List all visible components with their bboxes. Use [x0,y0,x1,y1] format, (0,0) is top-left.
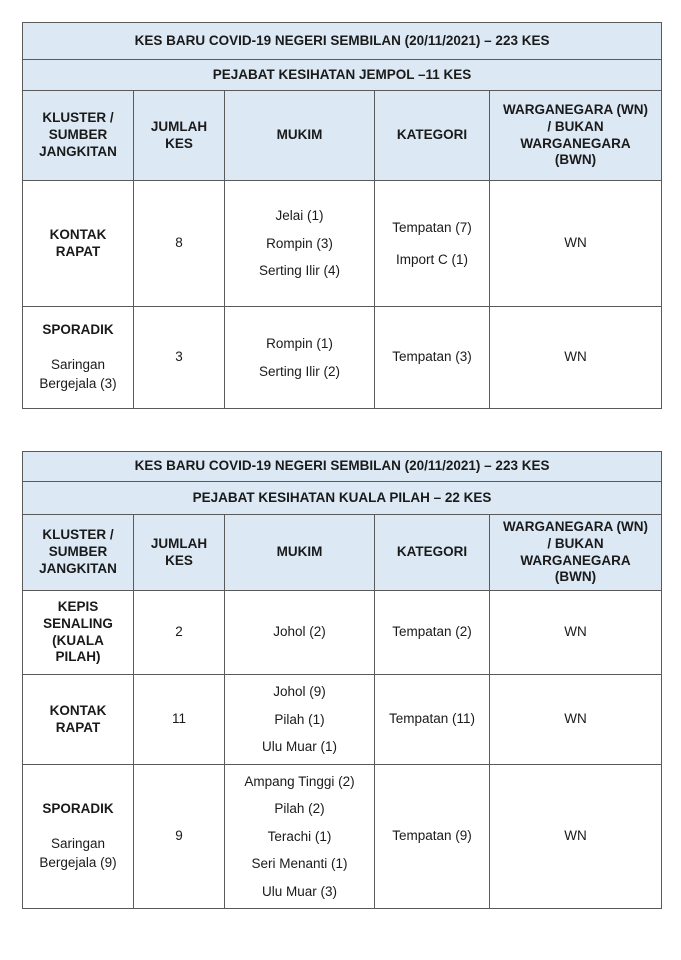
cell-kategori: Tempatan (2) [375,591,490,675]
table-kuala-pilah [22,451,662,909]
header-warganegara: WARGANEGARA (WN) / BUKAN WARGANEGARA (BWN) [490,515,662,591]
table-subtitle: PEJABAT KESIHATAN JEMPOL –11 KES [23,60,662,91]
cell-jumlah: 11 [134,675,225,765]
cell-kluster: KEPIS SENALING (KUALA PILAH) [23,591,134,675]
header-jumlah: JUMLAH KES [134,515,225,591]
table-title: KES BARU COVID-19 NEGERI SEMBILAN (20/11/2021) – 223 KES [23,452,662,482]
cell-kategori: Tempatan (9) [375,765,490,909]
header-kategori: KATEGORI [375,91,490,181]
cell-mukim: Rompin (1) Serting Ilir (2) [225,307,375,409]
header-kategori: KATEGORI [375,515,490,591]
cell-kluster: SPORADIK Saringan Bergejala (3) [23,307,134,409]
cell-kategori: Tempatan (3) [375,307,490,409]
table-row [23,181,662,307]
cell-jumlah: 2 [134,591,225,675]
cell-kategori: Tempatan (7) Import C (1) [375,181,490,307]
table-row [23,307,662,409]
cell-mukim: Johol (2) [225,591,375,675]
table-subtitle: PEJABAT KESIHATAN KUALA PILAH – 22 KES [23,482,662,515]
cell-kluster: SPORADIK Saringan Bergejala (9) [23,765,134,909]
cell-jumlah: 9 [134,765,225,909]
header-mukim: MUKIM [225,91,375,181]
cell-kluster: KONTAK RAPAT [23,181,134,307]
cell-warganegara: WN [490,181,662,307]
table-row [23,765,662,909]
cell-warganegara: WN [490,307,662,409]
cell-kluster: KONTAK RAPAT [23,675,134,765]
table-row [23,591,662,675]
header-warganegara: WARGANEGARA (WN) / BUKAN WARGANEGARA (BWN) [490,91,662,181]
cell-warganegara: WN [490,675,662,765]
header-mukim: MUKIM [225,515,375,591]
cell-jumlah: 8 [134,181,225,307]
cell-jumlah: 3 [134,307,225,409]
cell-mukim: Johol (9) Pilah (1) Ulu Muar (1) [225,675,375,765]
cell-warganegara: WN [490,591,662,675]
cell-kategori: Tempatan (11) [375,675,490,765]
header-jumlah: JUMLAH KES [134,91,225,181]
header-kluster: KLUSTER / SUMBER JANGKITAN [23,515,134,591]
table-title: KES BARU COVID-19 NEGERI SEMBILAN (20/11/2021) – 223 KES [23,23,662,60]
table-row [23,675,662,765]
cell-warganegara: WN [490,765,662,909]
cell-mukim: Jelai (1) Rompin (3) Serting Ilir (4) [225,181,375,307]
cell-mukim: Ampang Tinggi (2) Pilah (2) Terachi (1) Seri Menanti (1) Ulu Muar (3) [225,765,375,909]
table-jempol [22,22,662,409]
header-kluster: KLUSTER / SUMBER JANGKITAN [23,91,134,181]
